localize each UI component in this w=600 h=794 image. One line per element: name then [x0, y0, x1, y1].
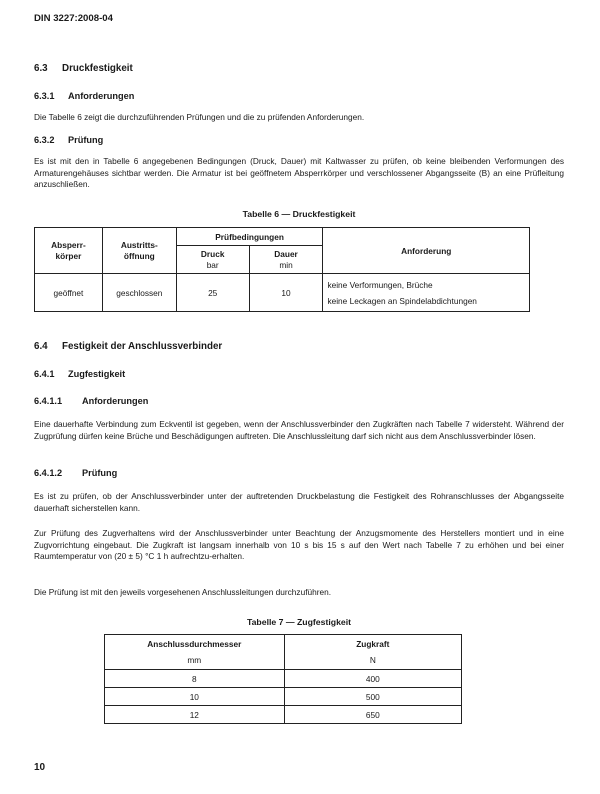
table-row [105, 706, 462, 724]
cell-anforderung [323, 274, 530, 312]
cell-force: 650 [284, 706, 461, 724]
section-6-3-1-text: Die Tabelle 6 zeigt die durchzuführenden Prüfungen und die zu prüfenden Anforderungen. [34, 112, 365, 122]
col-header-anforderung: Anforderung [323, 228, 530, 274]
section-6-3-heading [34, 63, 133, 74]
page-number: 10 [34, 762, 46, 773]
col-header-austrittsoeffnung: Austritts- öffnung [102, 228, 176, 274]
dauer-unit: min [279, 259, 293, 270]
cell-diameter: 8 [105, 670, 285, 688]
table-row [105, 670, 462, 688]
document-id: DIN 3227:2008-04 [34, 13, 113, 24]
table-row [35, 274, 530, 312]
cell-force: 500 [284, 688, 461, 706]
col-header-absperrkoerper: Absperr- körper [35, 228, 103, 274]
section-title: Zugfestigkeit [68, 369, 126, 379]
table-6 [34, 227, 530, 312]
section-title: Anforderungen [68, 91, 135, 101]
section-number: 6.4 [34, 341, 48, 352]
section-6-4-heading [34, 341, 222, 352]
cell-druck: 25 [176, 274, 249, 312]
section-title: Druckfestigkeit [62, 63, 133, 74]
anschlussdurchmesser-label: Anschlussdurchmesser [147, 639, 242, 649]
table-row [105, 688, 462, 706]
section-6-4-1-1-text: Eine dauerhafte Verbindung zum Eckventil ist gegeben, wenn der Anschlussverbinder den Zugkräften nach Tabelle 7 widersteht. Während der Zugprüfung dürfen keine Brüche und Beschädigungen auftreten. Die Anschlussleitung darf sich nicht aus dem Anschlussverbinder lösen. [34, 419, 564, 441]
section-title: Prüfung [68, 135, 104, 145]
section-6-4-1-heading [34, 369, 125, 379]
col-header-dauer [249, 246, 323, 274]
cell-austritt: geschlossen [102, 274, 176, 312]
section-number: 6.4.1.2 [34, 468, 63, 478]
anschlussdurchmesser-unit: mm [187, 655, 202, 665]
section-6-4-1-2-heading [34, 468, 117, 478]
section-number: 6.4.1 [34, 369, 55, 379]
cell-absperr: geöffnet [35, 274, 103, 312]
section-title: Prüfung [82, 468, 118, 478]
section-6-4-1-2-text-3: Die Prüfung ist mit den jeweils vorgesehenen Anschlussleitungen durchzuführen. [34, 587, 332, 597]
section-6-4-1-2-text-1: Es ist zu prüfen, ob der Anschlussverbinder unter der auftretenden Druckbelastung die Festigkeit des Rohranschlusses der Abgangsseite dauerhaft sicherstellen kann. [34, 491, 564, 513]
anforderung-line-1: keine Verformungen, Brüche [327, 279, 433, 290]
section-number: 6.3.1 [34, 91, 55, 101]
col-header-zugkraft [284, 635, 461, 670]
section-6-4-1-2-text-2: Zur Prüfung des Zugverhaltens wird der Anschlussverbinder unter Beachtung der Anzugsmomente des Herstellers montiert und in eine Zugvorrichtung eingebaut. Die Zugkraft ist langsam innerhalb von 10 s bis 15 s auf den Wert nach Tabelle 7 zu erhöhen und bei einer Raumtemperatur von (20 ± 5) °C 1 h aufrechtzu-erhalten. [34, 528, 564, 562]
cell-dauer: 10 [249, 274, 323, 312]
section-6-3-2-heading [34, 135, 103, 145]
cell-force: 400 [284, 670, 461, 688]
section-number: 6.3 [34, 63, 48, 74]
table-7 [104, 634, 462, 724]
col-header-druck [176, 246, 249, 274]
section-6-4-1-1-heading [34, 396, 148, 406]
table-7-header-row [105, 635, 462, 670]
section-6-3-1-heading [34, 91, 134, 101]
section-title: Festigkeit der Anschlussverbinder [62, 341, 223, 352]
zugkraft-unit: N [369, 655, 376, 665]
section-6-3-2-text: Es ist mit den in Tabelle 6 angegebenen Bedingungen (Druck, Dauer) mit Kaltwasser zu prüfen, ob keine bleibenden Verformungen des Armaturengehäuses sichtbar werden. Die Armatur ist bei geöffnetem Absperrkörper und verschlossener Abgangsseite (B) an eine Prüfleitung anzuschließen. [34, 156, 564, 190]
section-number: 6.4.1.1 [34, 396, 63, 406]
cell-diameter: 12 [105, 706, 285, 724]
table-7-caption: Tabelle 7 — Zugfestigkeit [246, 617, 352, 627]
section-title: Anforderungen [82, 396, 149, 406]
cell-diameter: 10 [105, 688, 285, 706]
druck-label: Druck [200, 248, 225, 259]
col-header-anschlussdurchmesser [105, 635, 285, 670]
table-6-caption: Tabelle 6 — Druckfestigkeit [242, 209, 356, 219]
anforderung-line-2: keine Leckagen an Spindelabdichtungen [327, 295, 477, 306]
zugkraft-label: Zugkraft [356, 639, 390, 649]
dauer-label: Dauer [274, 248, 298, 259]
druck-unit: bar [206, 259, 219, 270]
section-number: 6.3.2 [34, 135, 55, 145]
col-header-pruefbedingungen: Prüfbedingungen [176, 228, 323, 246]
